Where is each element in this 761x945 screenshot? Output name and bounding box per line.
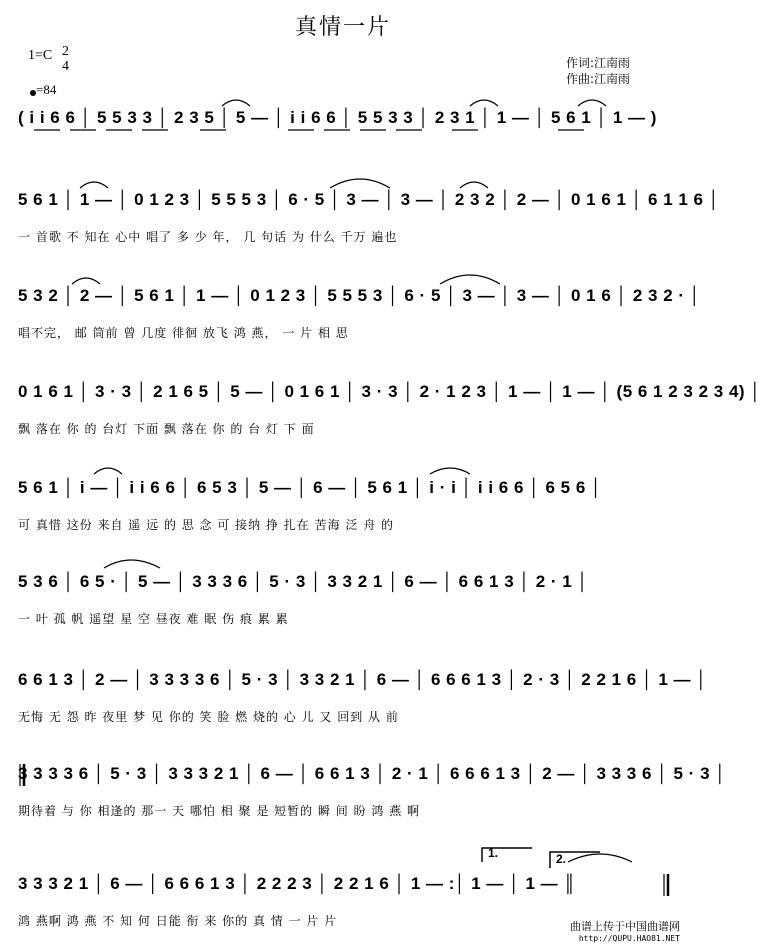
slur <box>72 278 100 284</box>
slur <box>80 182 108 188</box>
system-lyrics: 鸿 燕啊 鸿 燕 不 知 何 日能 衔 来 你的 真 情 一 片 片 <box>18 914 338 928</box>
tempo-label: =84 <box>36 82 57 97</box>
watermark <box>570 918 680 943</box>
slur <box>578 100 606 106</box>
volta-second-label: 2. <box>556 852 567 866</box>
time-sig-top: 2 <box>62 44 69 59</box>
system-lyrics: 可 真惜 这份 来自 遥 远 的 思 念 可 接纳 挣 扎在 苦海 泛 舟 的 <box>18 518 395 532</box>
slur <box>460 182 488 188</box>
slur <box>222 100 250 106</box>
system-notes: 5 6 1 │ 1 — │ 0 1 2 3 │ 5 5 5 3 │ 6 · 5 │ 3 — │ 3 — │ 2 3 2 │ 2 — │ 0 1 6 1 │ 6 1 1 6 │ <box>18 190 720 209</box>
system-lyrics: 唱不完， 邮 筒前 曾 几度 徘徊 放飞 鸿 燕， 一 片 相 思 <box>18 326 349 340</box>
slur <box>94 468 122 474</box>
composer-credit: 作曲:江南雨 <box>566 72 631 86</box>
key-label: 1=C <box>28 48 53 63</box>
system-lyrics: 无悔 无 怨 昨 夜里 梦 见 你的 笑 脸 燃 烧的 心 儿 又 回到 从 前 <box>18 710 399 724</box>
system-lyrics: 期待着 与 你 相逢的 那一 天 哪怕 相 聚 是 短暂的 瞬 间 盼 鸿 燕 啊 <box>18 804 421 818</box>
slur <box>440 275 500 284</box>
volta-first-label: 1. <box>488 846 499 860</box>
watermark-line-1: 曲谱上传于中国曲谱网 <box>570 920 680 933</box>
system-notes: 0 1 6 1 │ 3 · 3 │ 2 1 6 5 │ 5 — │ 0 1 6 1 │ 3 · 3 │ 2 · 1 2 3 │ 1 — │ 1 — │ (5 6 1 2 3 2 3 4) │ <box>18 382 761 401</box>
page-title: 真情一片 <box>294 15 391 40</box>
barlines <box>20 764 668 896</box>
slur <box>470 100 498 106</box>
lyricist-credit: 作词:江南雨 <box>566 56 631 70</box>
system-notes: 5 3 2 │ 2 — │ 5 6 1 │ 1 — │ 0 1 2 3 │ 5 5 5 3 │ 6 · 5 │ 3 — │ 3 — │ 0 1 6 │ 2 3 2 · │ <box>18 286 701 305</box>
watermark-line-2: http://QUPU.HAO81.NET <box>578 934 680 943</box>
slur <box>430 468 470 474</box>
time-sig-bottom: 4 <box>62 59 69 74</box>
slurs <box>72 100 632 862</box>
system-notes: 3 3 3 3 6 │ 5 · 3 │ 3 3 3 2 1 │ 6 — │ 6 6 1 3 │ 2 · 1 │ 6 6 6 1 3 │ 2 — │ 3 3 3 6 │ 5 · 3 │ <box>18 764 727 783</box>
system-notes: ( i i 6 6 │ 5 5 3 3 │ 2 3 5 │ 5 — │ i i 6 6 │ 5 5 3 3 │ 2 3 1 │ 1 — │ 5 6 1 │ 1 — ) <box>18 108 657 127</box>
slur <box>568 854 632 862</box>
system-notes: 3 3 3 2 1 │ 6 — │ 6 6 6 1 3 │ 2 2 2 3 │ 2 2 1 6 │ 1 — :│ 1 — │ 1 — ║ <box>18 874 576 893</box>
system-lyrics: 一 叶 孤 帆 遥望 星 空 昼夜 难 眠 伤 痕 累 累 <box>18 612 289 626</box>
slur <box>330 179 390 188</box>
volta-first-bracket <box>482 848 532 862</box>
system-notes: 5 6 1 │ i — │ i i 6 6 │ 6 5 3 │ 5 — │ 6 — │ 5 6 1 │ i · i │ i i 6 6 │ 6 5 6 │ <box>18 478 603 497</box>
system-notes: 5 3 6 │ 6 5 · │ 5 — │ 3 3 3 6 │ 5 · 3 │ 3 3 2 1 │ 6 — │ 6 6 1 3 │ 2 · 1 │ <box>18 572 589 591</box>
slur <box>104 560 160 568</box>
system-notes: 6 6 1 3 │ 2 — │ 3 3 3 3 6 │ 5 · 3 │ 3 3 2 1 │ 6 — │ 6 6 6 1 3 │ 2 · 3 │ 2 2 1 6 │ 1 — │ <box>18 670 708 689</box>
system-lyrics: 飘 落在 你 的 台灯 下面 飘 落在 你 的 台 灯 下 面 <box>18 422 315 436</box>
volta-brackets <box>482 848 600 868</box>
system-lyrics: 一 首歌 不 知在 心中 唱了 多 少 年， 几 句话 为 什么 千万 遍也 <box>18 230 398 244</box>
